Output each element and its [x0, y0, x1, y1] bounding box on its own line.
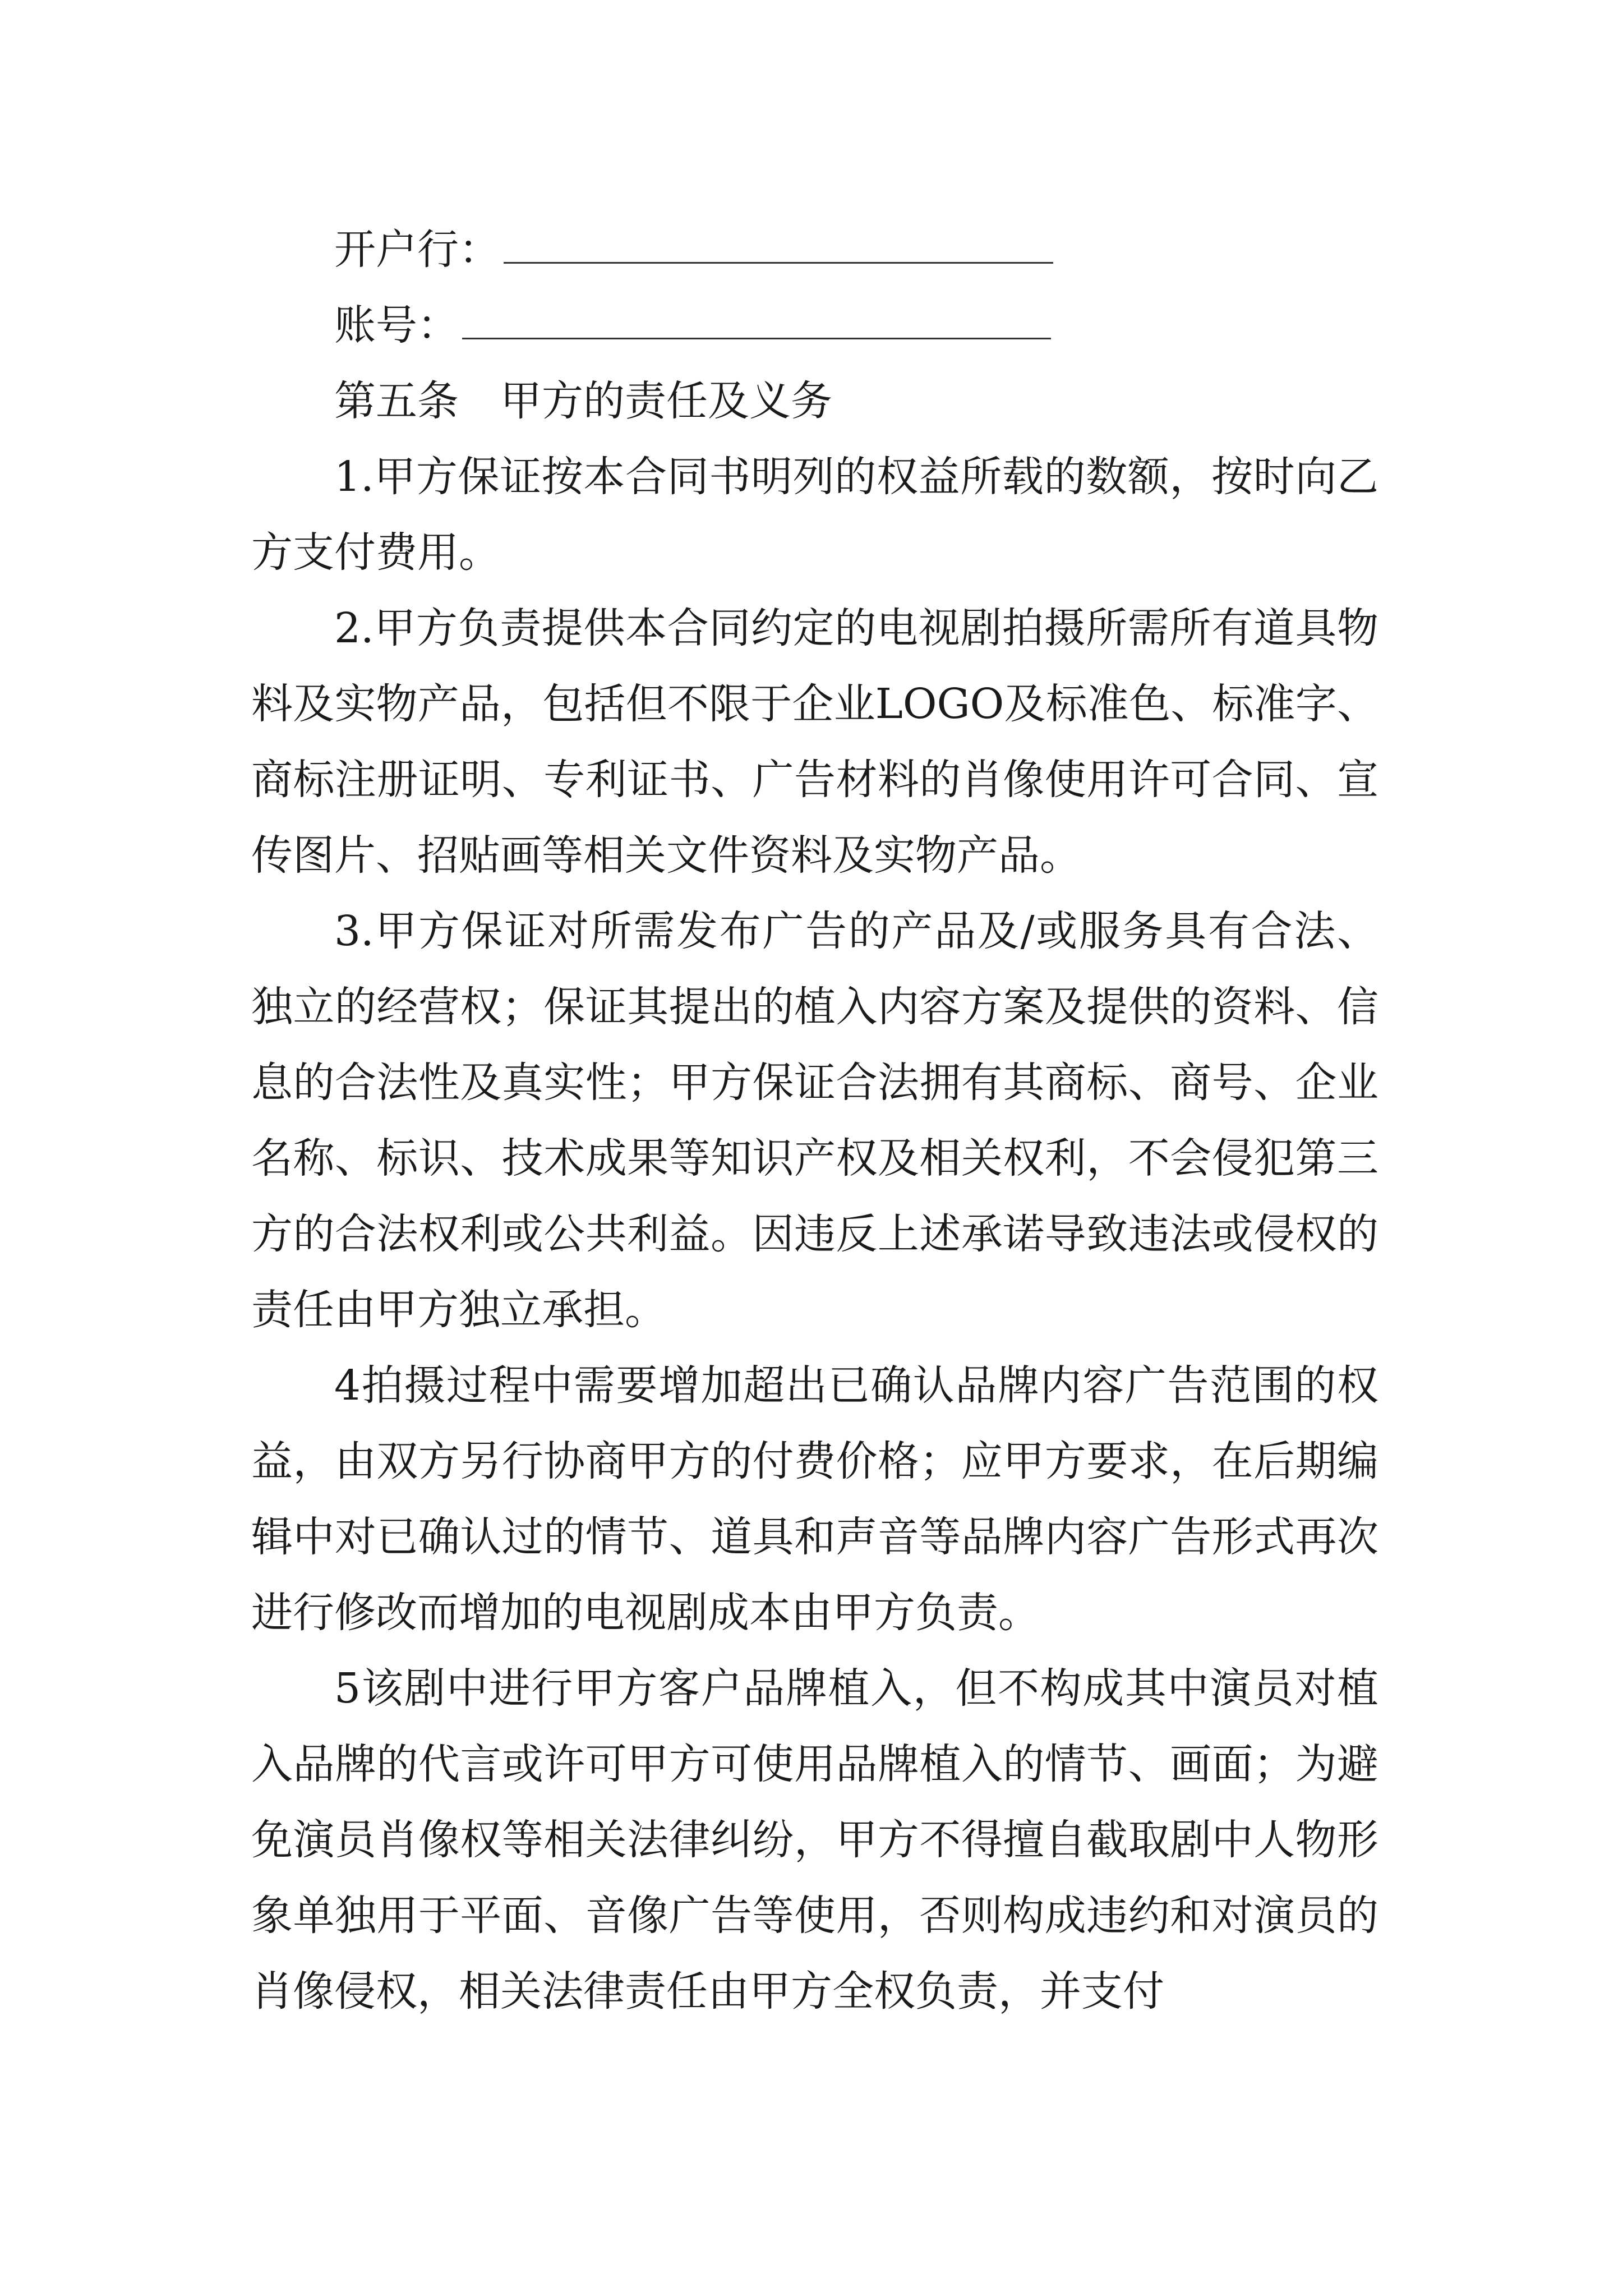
account-field-row — [251, 288, 1378, 364]
account-blank-line[interactable] — [462, 298, 1051, 339]
clause-3: 3.甲方保证对所需发布广告的产品及/或服务具有合法、独立的经营权；保证其提出的植入内容方案及提供的资料、信息的合法性及真实性；甲方保证合法拥有其商标、商号、企业名称、标识、技术成果等知识产权及相关权利，不会侵犯第三方的合法权利或公共利益。因违反上述承诺导致违法或侵权的责任由甲方独立承担。 — [251, 907, 1378, 1334]
account-label: 账号： — [334, 301, 459, 349]
clause-4: 4拍摄过程中需要增加超出已确认品牌内容广告范围的权益，由双方另行协商甲方的付费价格；应甲方要求，在后期编辑中对已确认过的情节、道具和声音等品牌内容广告形式再次进行修改而增加的电视剧成本由甲方负责。 — [251, 1361, 1378, 1637]
contract-body — [251, 212, 1378, 2030]
bank-blank-line[interactable] — [504, 223, 1053, 264]
clause-2: 2.甲方负责提供本合同约定的电视剧拍摄所需所有道具物料及实物产品，包括但不限于企业LOGO及标准色、标准字、商标注册证明、专利证书、广告材料的肖像使用许可合同、宣传图片、招贴画等相关文件资料及实物产品。 — [251, 604, 1378, 880]
clause-1: 1.甲方保证按本合同书明列的权益所载的数额，按时向乙方支付费用。 — [251, 453, 1378, 577]
bank-field-row — [251, 212, 1378, 288]
article-heading: 第五条 甲方的责任及义务 — [334, 377, 832, 425]
bank-label: 开户行： — [334, 226, 500, 274]
clause-5: 5该剧中进行甲方客户品牌植入，但不构成其中演员对植入品牌的代言或许可甲方可使用品牌植入的情节、画面；为避免演员肖像权等相关法律纠纷，甲方不得擅自截取剧中人物形象单独用于平面、音像广告等使用，否则构成违约和对演员的肖像侵权，相关法律责任由甲方全权负责，并支付 — [251, 1664, 1378, 2016]
